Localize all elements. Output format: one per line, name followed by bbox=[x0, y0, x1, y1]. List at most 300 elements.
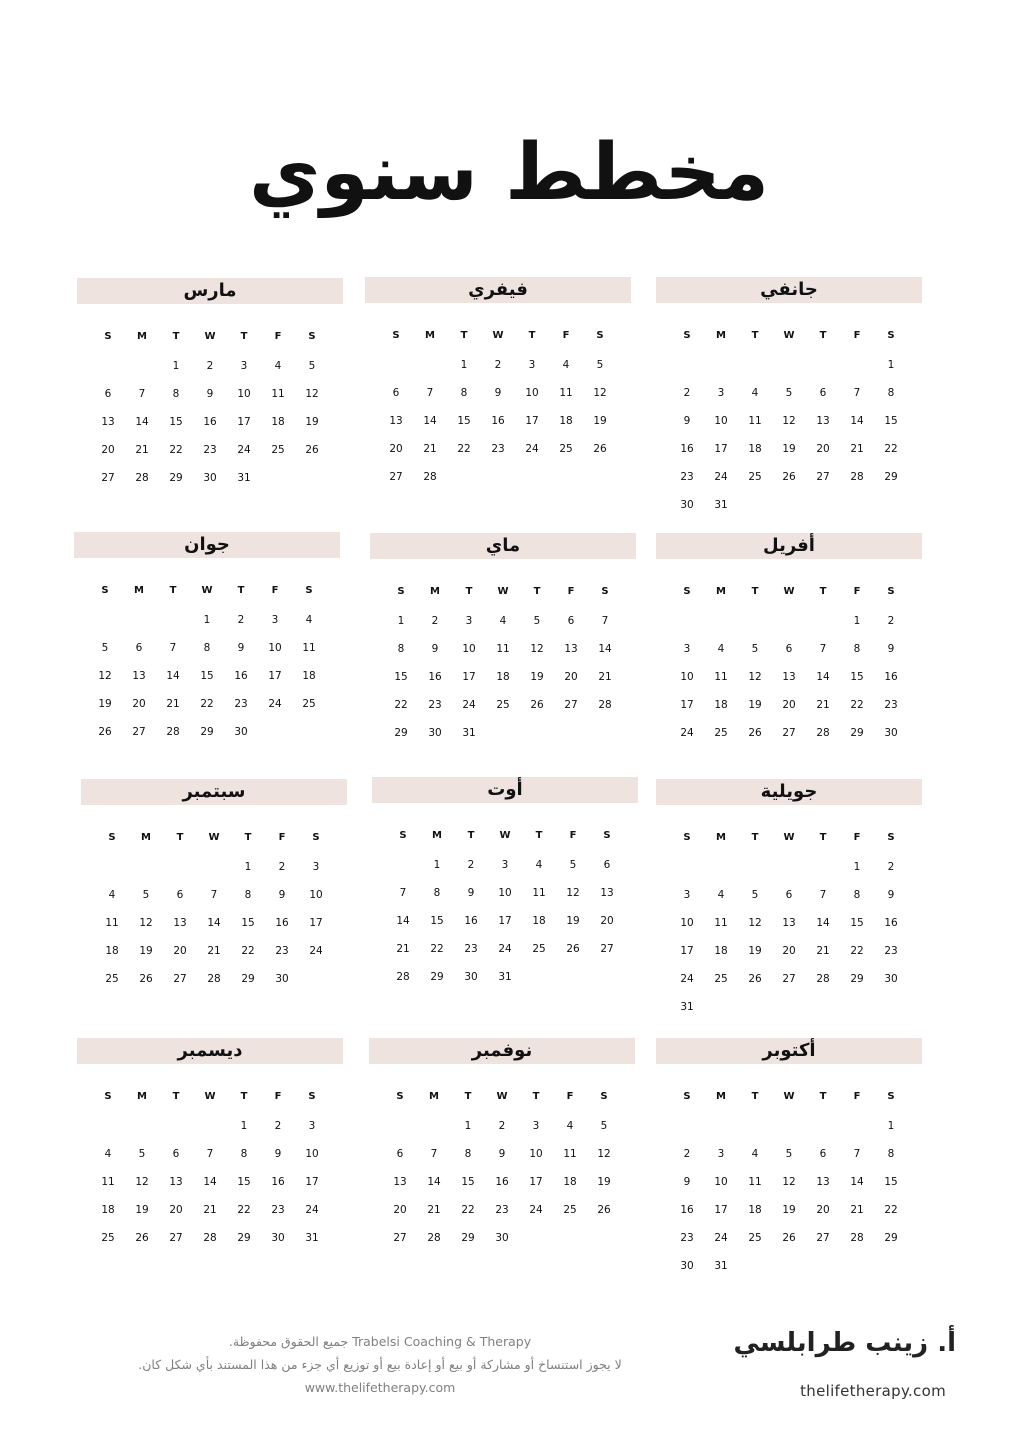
day-cell: 1 bbox=[172, 360, 180, 372]
day-cell: 20 bbox=[101, 444, 115, 456]
day-cell: 20 bbox=[816, 443, 830, 455]
day-cell: 7 bbox=[206, 1148, 214, 1160]
empty-cell bbox=[125, 1112, 159, 1140]
day-cell: 16 bbox=[680, 1204, 694, 1216]
weekday-label: M bbox=[141, 832, 151, 843]
day-cell: 24 bbox=[680, 973, 694, 985]
day-cell: 15 bbox=[884, 1176, 898, 1188]
day-cell: 15 bbox=[884, 415, 898, 427]
day-cell: 30 bbox=[203, 472, 217, 484]
day-cell: 25 bbox=[748, 471, 762, 483]
day-cell: 4 bbox=[535, 859, 543, 871]
day-cell: 22 bbox=[430, 943, 444, 955]
empty-cell bbox=[386, 851, 420, 879]
day-cell: 9 bbox=[274, 1148, 282, 1160]
weekday-label: S bbox=[596, 330, 604, 341]
empty-cell bbox=[772, 853, 806, 881]
month-title: جانفي bbox=[656, 277, 922, 303]
empty-cell bbox=[738, 1112, 772, 1140]
day-cell: 12 bbox=[782, 415, 796, 427]
empty-cell bbox=[91, 1112, 125, 1140]
day-cell: 15 bbox=[394, 671, 408, 683]
day-cell: 4 bbox=[499, 615, 507, 627]
day-cell: 21 bbox=[850, 443, 864, 455]
day-cell: 25 bbox=[105, 973, 119, 985]
month-title: فيفري bbox=[365, 277, 631, 303]
day-cell: 3 bbox=[312, 861, 320, 873]
day-cell: 3 bbox=[501, 859, 509, 871]
day-cell: 14 bbox=[598, 643, 612, 655]
day-cell: 11 bbox=[563, 1148, 577, 1160]
day-cell: 8 bbox=[172, 388, 180, 400]
weekday-label: S bbox=[396, 1091, 404, 1102]
empty-cell bbox=[159, 1112, 193, 1140]
empty-cell bbox=[129, 853, 163, 881]
day-cell: 15 bbox=[241, 917, 255, 929]
day-cell: 16 bbox=[464, 915, 478, 927]
weekday-label: T bbox=[751, 832, 759, 843]
empty-cell bbox=[670, 853, 704, 881]
weekday-label: T bbox=[464, 1091, 472, 1102]
day-cell: 10 bbox=[525, 387, 539, 399]
day-cell: 15 bbox=[430, 915, 444, 927]
weekday-label: W bbox=[499, 830, 511, 841]
day-cell: 24 bbox=[498, 943, 512, 955]
day-cell: 2 bbox=[431, 615, 439, 627]
day-cell: 28 bbox=[423, 471, 437, 483]
day-cell: 23 bbox=[275, 945, 289, 957]
day-cell: 10 bbox=[529, 1148, 543, 1160]
day-cell: 27 bbox=[101, 472, 115, 484]
day-cell: 20 bbox=[393, 1204, 407, 1216]
weekday-label: S bbox=[683, 586, 691, 597]
weekday-label: T bbox=[533, 586, 541, 597]
day-cell: 1 bbox=[887, 359, 895, 371]
empty-cell bbox=[806, 607, 840, 635]
weekday-label: T bbox=[169, 585, 177, 596]
day-cell: 18 bbox=[105, 945, 119, 957]
weekday-label: W bbox=[208, 832, 220, 843]
weekday-label: T bbox=[528, 330, 536, 341]
day-cell: 19 bbox=[566, 915, 580, 927]
day-cell: 29 bbox=[237, 1232, 251, 1244]
day-cell: 2 bbox=[887, 861, 895, 873]
weekday-label: F bbox=[278, 832, 286, 843]
day-cell: 11 bbox=[748, 1176, 762, 1188]
weekday-label: F bbox=[853, 586, 861, 597]
brand-website: thelifetherapy.com bbox=[800, 1382, 946, 1400]
day-cell: 6 bbox=[603, 859, 611, 871]
day-cell: 18 bbox=[714, 699, 728, 711]
day-cell: 9 bbox=[278, 889, 286, 901]
month-grid bbox=[656, 577, 922, 747]
day-cell: 2 bbox=[206, 360, 214, 372]
day-cell: 14 bbox=[423, 415, 437, 427]
weekday-label: S bbox=[683, 1091, 691, 1102]
day-cell: 14 bbox=[427, 1176, 441, 1188]
weekday-label: S bbox=[683, 832, 691, 843]
day-cell: 3 bbox=[532, 1120, 540, 1132]
day-cell: 21 bbox=[166, 698, 180, 710]
empty-cell bbox=[125, 352, 159, 380]
day-cell: 30 bbox=[495, 1232, 509, 1244]
weekday-label: T bbox=[532, 1091, 540, 1102]
notice-text: لا يجوز استنساخ أو مشاركة أو بيع أو إعادة بيع أو توزيع أي جزء من هذا المستند بأي شكل كان. bbox=[138, 1357, 622, 1372]
day-cell: 19 bbox=[98, 698, 112, 710]
empty-cell bbox=[379, 351, 413, 379]
weekday-label: S bbox=[308, 331, 316, 342]
day-cell: 12 bbox=[305, 388, 319, 400]
day-cell: 22 bbox=[457, 443, 471, 455]
day-cell: 26 bbox=[593, 443, 607, 455]
day-cell: 18 bbox=[496, 671, 510, 683]
day-cell: 22 bbox=[237, 1204, 251, 1216]
day-cell: 24 bbox=[529, 1204, 543, 1216]
empty-cell bbox=[738, 853, 772, 881]
page-title: مخطط سنوي bbox=[248, 128, 770, 218]
day-cell: 6 bbox=[104, 388, 112, 400]
day-cell: 1 bbox=[244, 861, 252, 873]
day-cell: 20 bbox=[389, 443, 403, 455]
day-cell: 23 bbox=[464, 943, 478, 955]
day-cell: 22 bbox=[850, 945, 864, 957]
day-cell: 7 bbox=[819, 889, 827, 901]
day-cell: 30 bbox=[275, 973, 289, 985]
day-cell: 27 bbox=[816, 471, 830, 483]
day-cell: 23 bbox=[491, 443, 505, 455]
day-cell: 26 bbox=[748, 973, 762, 985]
empty-cell bbox=[156, 606, 190, 634]
month-block bbox=[365, 277, 631, 491]
month-grid bbox=[656, 1082, 922, 1280]
empty-cell bbox=[95, 853, 129, 881]
month-title: سبتمبر bbox=[81, 779, 347, 805]
day-cell: 15 bbox=[237, 1176, 251, 1188]
day-cell: 18 bbox=[748, 1204, 762, 1216]
month-grid bbox=[372, 821, 638, 991]
day-cell: 7 bbox=[138, 388, 146, 400]
day-cell: 13 bbox=[782, 917, 796, 929]
weekday-label: T bbox=[751, 1091, 759, 1102]
weekday-label: W bbox=[204, 331, 216, 342]
day-cell: 14 bbox=[396, 915, 410, 927]
day-cell: 27 bbox=[782, 973, 796, 985]
empty-cell bbox=[670, 1112, 704, 1140]
day-cell: 18 bbox=[748, 443, 762, 455]
day-cell: 17 bbox=[714, 443, 728, 455]
day-cell: 19 bbox=[139, 945, 153, 957]
month-grid bbox=[369, 1082, 635, 1252]
day-cell: 28 bbox=[850, 1232, 864, 1244]
day-cell: 19 bbox=[305, 416, 319, 428]
day-cell: 7 bbox=[426, 387, 434, 399]
weekday-label: F bbox=[569, 830, 577, 841]
empty-cell bbox=[163, 853, 197, 881]
day-cell: 28 bbox=[427, 1232, 441, 1244]
day-cell: 24 bbox=[305, 1204, 319, 1216]
day-cell: 5 bbox=[101, 642, 109, 654]
day-cell: 2 bbox=[887, 615, 895, 627]
day-cell: 25 bbox=[714, 973, 728, 985]
weekday-label: S bbox=[312, 832, 320, 843]
day-cell: 11 bbox=[559, 387, 573, 399]
day-cell: 4 bbox=[751, 1148, 759, 1160]
day-cell: 23 bbox=[680, 471, 694, 483]
day-cell: 2 bbox=[498, 1120, 506, 1132]
day-cell: 28 bbox=[207, 973, 221, 985]
weekday-label: S bbox=[887, 832, 895, 843]
day-cell: 20 bbox=[132, 698, 146, 710]
day-cell: 23 bbox=[234, 698, 248, 710]
day-cell: 31 bbox=[237, 472, 251, 484]
weekday-label: S bbox=[308, 1091, 316, 1102]
empty-cell bbox=[806, 351, 840, 379]
weekday-label: T bbox=[240, 331, 248, 342]
day-cell: 18 bbox=[302, 670, 316, 682]
day-cell: 21 bbox=[598, 671, 612, 683]
day-cell: 26 bbox=[98, 726, 112, 738]
day-cell: 18 bbox=[101, 1204, 115, 1216]
day-cell: 7 bbox=[853, 1148, 861, 1160]
day-cell: 9 bbox=[683, 415, 691, 427]
day-cell: 5 bbox=[785, 1148, 793, 1160]
day-cell: 10 bbox=[305, 1148, 319, 1160]
day-cell: 2 bbox=[278, 861, 286, 873]
day-cell: 13 bbox=[816, 1176, 830, 1188]
day-cell: 9 bbox=[467, 887, 475, 899]
day-cell: 24 bbox=[525, 443, 539, 455]
weekday-label: S bbox=[600, 1091, 608, 1102]
weekday-label: W bbox=[783, 586, 795, 597]
day-cell: 18 bbox=[714, 945, 728, 957]
day-cell: 14 bbox=[203, 1176, 217, 1188]
day-cell: 21 bbox=[816, 699, 830, 711]
day-cell: 26 bbox=[748, 727, 762, 739]
weekday-label: T bbox=[460, 330, 468, 341]
day-cell: 15 bbox=[850, 917, 864, 929]
day-cell: 4 bbox=[274, 360, 282, 372]
weekday-label: F bbox=[567, 586, 575, 597]
day-cell: 19 bbox=[748, 945, 762, 957]
day-cell: 14 bbox=[166, 670, 180, 682]
day-cell: 27 bbox=[600, 943, 614, 955]
empty-cell bbox=[413, 351, 447, 379]
copyright-notice bbox=[60, 1330, 700, 1399]
weekday-label: F bbox=[853, 1091, 861, 1102]
day-cell: 16 bbox=[495, 1176, 509, 1188]
day-cell: 1 bbox=[853, 861, 861, 873]
day-cell: 10 bbox=[714, 415, 728, 427]
day-cell: 17 bbox=[529, 1176, 543, 1188]
weekday-label: T bbox=[819, 330, 827, 341]
day-cell: 10 bbox=[680, 917, 694, 929]
month-grid bbox=[74, 576, 340, 746]
day-cell: 5 bbox=[785, 387, 793, 399]
day-cell: 10 bbox=[498, 887, 512, 899]
weekday-label: M bbox=[425, 330, 435, 341]
day-cell: 3 bbox=[528, 359, 536, 371]
day-cell: 21 bbox=[423, 443, 437, 455]
day-cell: 9 bbox=[494, 387, 502, 399]
month-title: ديسمبر bbox=[77, 1038, 343, 1064]
day-cell: 5 bbox=[142, 889, 150, 901]
day-cell: 29 bbox=[884, 471, 898, 483]
day-cell: 14 bbox=[850, 415, 864, 427]
day-cell: 24 bbox=[714, 471, 728, 483]
day-cell: 8 bbox=[853, 643, 861, 655]
day-cell: 26 bbox=[530, 699, 544, 711]
day-cell: 3 bbox=[683, 889, 691, 901]
day-cell: 19 bbox=[135, 1204, 149, 1216]
weekday-label: S bbox=[603, 830, 611, 841]
day-cell: 26 bbox=[135, 1232, 149, 1244]
day-cell: 10 bbox=[714, 1176, 728, 1188]
month-block bbox=[656, 779, 922, 1021]
day-cell: 30 bbox=[428, 727, 442, 739]
day-cell: 3 bbox=[683, 643, 691, 655]
weekday-label: T bbox=[176, 832, 184, 843]
day-cell: 16 bbox=[884, 917, 898, 929]
day-cell: 27 bbox=[132, 726, 146, 738]
day-cell: 12 bbox=[98, 670, 112, 682]
weekday-label: S bbox=[683, 330, 691, 341]
weekday-label: S bbox=[108, 832, 116, 843]
day-cell: 5 bbox=[600, 1120, 608, 1132]
day-cell: 10 bbox=[268, 642, 282, 654]
day-cell: 6 bbox=[785, 643, 793, 655]
day-cell: 28 bbox=[203, 1232, 217, 1244]
day-cell: 28 bbox=[166, 726, 180, 738]
day-cell: 17 bbox=[462, 671, 476, 683]
day-cell: 31 bbox=[498, 971, 512, 983]
day-cell: 31 bbox=[714, 499, 728, 511]
day-cell: 5 bbox=[308, 360, 316, 372]
day-cell: 23 bbox=[884, 699, 898, 711]
month-block bbox=[369, 1038, 635, 1252]
day-cell: 30 bbox=[680, 1260, 694, 1272]
weekday-label: S bbox=[392, 330, 400, 341]
day-cell: 22 bbox=[884, 443, 898, 455]
month-grid bbox=[81, 823, 347, 993]
day-cell: 13 bbox=[564, 643, 578, 655]
day-cell: 30 bbox=[884, 973, 898, 985]
day-cell: 13 bbox=[169, 1176, 183, 1188]
weekday-label: S bbox=[101, 585, 109, 596]
day-cell: 15 bbox=[461, 1176, 475, 1188]
day-cell: 31 bbox=[680, 1001, 694, 1013]
day-cell: 13 bbox=[393, 1176, 407, 1188]
day-cell: 5 bbox=[533, 615, 541, 627]
empty-cell bbox=[193, 1112, 227, 1140]
day-cell: 12 bbox=[748, 917, 762, 929]
weekday-label: T bbox=[465, 586, 473, 597]
empty-cell bbox=[704, 607, 738, 635]
day-cell: 23 bbox=[884, 945, 898, 957]
day-cell: 15 bbox=[457, 415, 471, 427]
empty-cell bbox=[738, 607, 772, 635]
day-cell: 11 bbox=[714, 917, 728, 929]
day-cell: 22 bbox=[461, 1204, 475, 1216]
weekday-label: T bbox=[240, 1091, 248, 1102]
day-cell: 16 bbox=[203, 416, 217, 428]
day-cell: 24 bbox=[680, 727, 694, 739]
day-cell: 19 bbox=[782, 443, 796, 455]
weekday-label: S bbox=[399, 830, 407, 841]
day-cell: 3 bbox=[240, 360, 248, 372]
day-cell: 16 bbox=[271, 1176, 285, 1188]
day-cell: 10 bbox=[237, 388, 251, 400]
author-name: أ. زينب طرابلسي bbox=[733, 1328, 956, 1358]
day-cell: 25 bbox=[714, 727, 728, 739]
day-cell: 11 bbox=[714, 671, 728, 683]
day-cell: 16 bbox=[491, 415, 505, 427]
day-cell: 30 bbox=[234, 726, 248, 738]
day-cell: 2 bbox=[274, 1120, 282, 1132]
day-cell: 17 bbox=[714, 1204, 728, 1216]
day-cell: 29 bbox=[394, 727, 408, 739]
day-cell: 12 bbox=[139, 917, 153, 929]
day-cell: 21 bbox=[207, 945, 221, 957]
weekday-label: M bbox=[137, 331, 147, 342]
day-cell: 1 bbox=[853, 615, 861, 627]
day-cell: 18 bbox=[271, 416, 285, 428]
empty-cell bbox=[670, 351, 704, 379]
day-cell: 24 bbox=[237, 444, 251, 456]
month-title: أوت bbox=[372, 777, 638, 803]
day-cell: 4 bbox=[751, 387, 759, 399]
day-cell: 24 bbox=[462, 699, 476, 711]
weekday-label: S bbox=[104, 331, 112, 342]
month-block bbox=[656, 1038, 922, 1280]
day-cell: 28 bbox=[135, 472, 149, 484]
empty-cell bbox=[772, 351, 806, 379]
empty-cell bbox=[840, 351, 874, 379]
month-grid bbox=[656, 321, 922, 519]
weekday-label: S bbox=[397, 586, 405, 597]
day-cell: 24 bbox=[268, 698, 282, 710]
weekday-label: M bbox=[430, 586, 440, 597]
day-cell: 25 bbox=[496, 699, 510, 711]
month-block bbox=[74, 532, 340, 746]
day-cell: 1 bbox=[433, 859, 441, 871]
day-cell: 17 bbox=[498, 915, 512, 927]
day-cell: 11 bbox=[748, 415, 762, 427]
month-block bbox=[656, 533, 922, 747]
empty-cell bbox=[806, 1112, 840, 1140]
day-cell: 10 bbox=[462, 643, 476, 655]
day-cell: 22 bbox=[884, 1204, 898, 1216]
day-cell: 9 bbox=[683, 1176, 691, 1188]
day-cell: 5 bbox=[138, 1148, 146, 1160]
month-title: جوان bbox=[74, 532, 340, 558]
day-cell: 19 bbox=[748, 699, 762, 711]
day-cell: 4 bbox=[717, 643, 725, 655]
weekday-label: M bbox=[716, 586, 726, 597]
month-block bbox=[656, 277, 922, 519]
day-cell: 19 bbox=[782, 1204, 796, 1216]
day-cell: 7 bbox=[169, 642, 177, 654]
month-grid bbox=[77, 322, 343, 492]
weekday-label: T bbox=[819, 1091, 827, 1102]
day-cell: 29 bbox=[430, 971, 444, 983]
weekday-label: M bbox=[716, 330, 726, 341]
day-cell: 27 bbox=[816, 1232, 830, 1244]
day-cell: 25 bbox=[559, 443, 573, 455]
day-cell: 11 bbox=[101, 1176, 115, 1188]
day-cell: 23 bbox=[680, 1232, 694, 1244]
day-cell: 16 bbox=[234, 670, 248, 682]
day-cell: 2 bbox=[683, 387, 691, 399]
